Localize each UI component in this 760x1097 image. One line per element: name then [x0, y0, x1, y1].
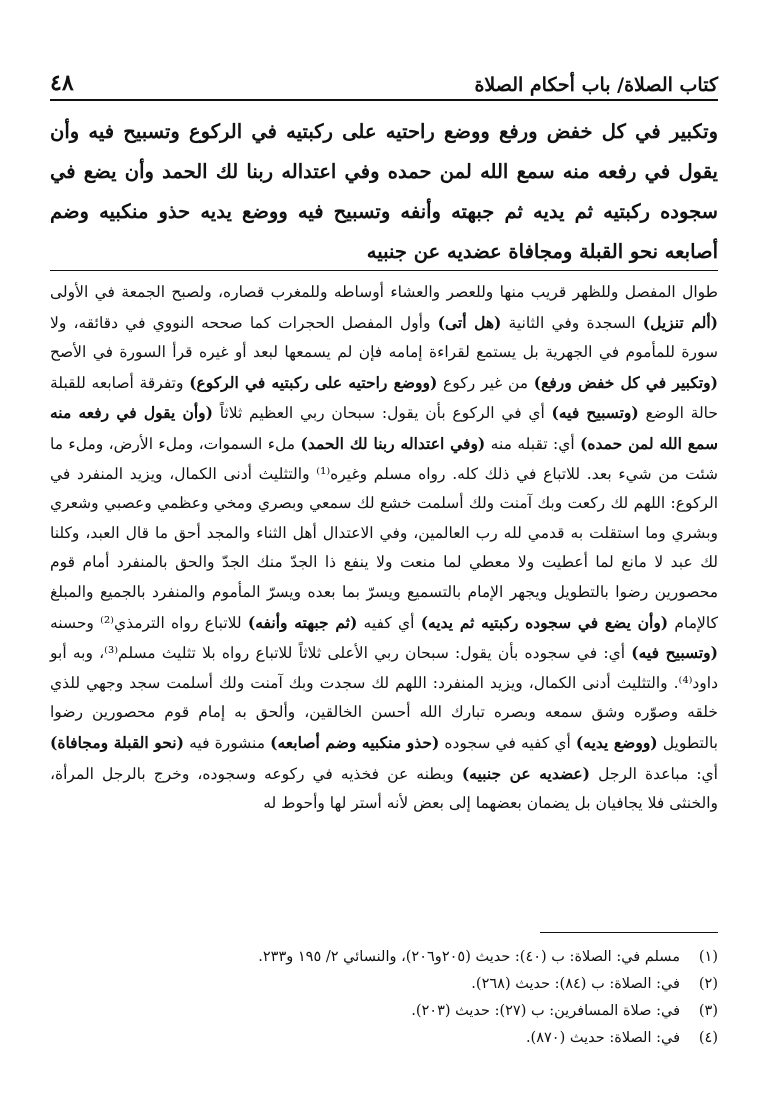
footnote-number: (١): [698, 949, 718, 965]
quoted-main-text: (ووضع راحتيه على ركبتيه في الركوع): [189, 372, 438, 392]
footnote-text: في: الصلاة: حديث (٨٧٠).: [525, 1030, 680, 1046]
page-number: ٤٨: [50, 70, 74, 96]
quoted-main-text: (نحو القبلة ومجافاة): [50, 732, 184, 752]
quoted-main-text: (وتكبير في كل خفض ورفع): [533, 372, 718, 392]
footnote: [50, 998, 718, 1025]
header-divider: [50, 99, 718, 101]
commentary-run: منشورة فيه: [183, 733, 271, 752]
quoted-main-text: (هل أتى): [437, 312, 502, 332]
footnote-number: (٣): [698, 1003, 718, 1019]
running-head: كتاب الصلاة/ باب أحكام الصلاة: [474, 74, 718, 96]
footnote-number: (٤): [698, 1030, 718, 1046]
footnote: [50, 971, 718, 998]
quoted-main-text: (ألم تنزيل): [642, 312, 718, 332]
commentary-run: أي: تقبله منه: [485, 434, 581, 453]
quoted-main-text: (وتسبيح فيه): [631, 643, 718, 663]
footnote-number: (٢): [698, 976, 718, 992]
quoted-main-text: (وأن يقول في رفعه منه سمع الله لمن حمده): [50, 403, 718, 453]
quoted-main-text: (حذو منكبيه وضم أصابعه): [270, 732, 440, 752]
footnote: [50, 1025, 718, 1052]
quoted-main-text: (ووضع يديه): [575, 732, 658, 752]
commentary-run: أي كفيه في سجوده: [439, 733, 576, 752]
quoted-main-text: (وفي اعتداله ربنا لك الحمد): [300, 433, 486, 453]
page-header: [50, 62, 718, 96]
footnote-divider: [540, 932, 718, 933]
commentary-run: وبطنه عن فخذيه في ركوعه وسجوده، وخرج بالرجل المرأة، والخنثى فلا يجافيان بل يضمان بعضهما إلى بعض لأنه أستر لها وأحوط له: [50, 764, 718, 813]
commentary-run: وتفرقة أصابعه للقبلة حالة الوضع: [50, 373, 718, 423]
commentary-run: أي كفيه: [357, 613, 421, 632]
commentary-run: أي في الركوع بأن يقول: سبحان ربي العظيم ثلاثاً: [212, 404, 552, 423]
quoted-main-text: (وتسبيح فيه): [551, 403, 639, 423]
commentary-run: ملء السموات، وملء الأرض، وملء ما شئت من شيء بعد. للاتباع في ذلك كله. رواه مسلم وغيره⁽¹⁾ والتثليث أدنى الكمال، ويزيد المنفرد في الركوع: اللهم لك ركعت وبك آمنت ولك أسلمت خشع لك سمعي وبصري ومخي وعظمي وعصبي وشعري وبشري وما استقلت به قدمي لله رب العالمين، وفي الاعتدال أهل الثناء والمجد أحق ما قال العبد، وكلنا لك عبد لا مانع لما أعطيت ولا معطي لما منعت ولا ينفع ذا الجدّ منك الجدّ والحق بالمنفرد أمام قوم محصورين رضوا بالتطويل ويجهر الإمام بالتسميع ويسرّ بما بعده ويسرّ المأموم والمنفرد بالجميع والمبلغ كالإمام: [50, 434, 718, 632]
main-text: وتكبير في كل خفض ورفع ووضع راحتيه على ركبتيه في الركوع وتسبيح فيه وأن يقول في رفعه منه سمع الله لمن حمده وفي اعتداله ربنا لك الحمد وأن يضع في سجوده ركبتيه ثم يديه ثم جبهته وأنفه وتسبيح فيه ووضع يديه حذو منكبيه وضم أصابعه نحو القبلة ومجافاة عضديه عن جنبيه: [50, 120, 718, 263]
footnote-text: في: الصلاة: ب (٨٤): حديث (٢٦٨).: [471, 976, 680, 992]
footnotes: [50, 944, 718, 1052]
quoted-main-text: (عضديه عن جنبيه): [461, 763, 591, 783]
main-text-divider: [50, 270, 718, 271]
commentary-run: أي: مباعدة الرجل: [590, 764, 718, 783]
footnote: [50, 944, 718, 971]
footnote-text: مسلم في: الصلاة: ب (٤٠): حديث (٢٠٥و٢٠٦)، والنسائي ٢/ ١٩٥ و٢٣٣.: [258, 949, 680, 965]
commentary-run: السجدة وفي الثانية: [501, 313, 643, 332]
commentary-run: وأول المفصل الحجرات كما صححه النووي في دقائقه، ولا سورة للمأموم في الجهرية بل يستمع لقراءة إمامه فإن لم يسمعها لبعد أو غيره قرأ السورة في الأصح: [50, 313, 718, 362]
footnote-text: في: صلاة المسافرين: ب (٢٧): حديث (٢٠٣).: [411, 1003, 680, 1019]
quoted-main-text: (ثم جبهته وأنفه): [247, 612, 358, 632]
commentary-text: [50, 278, 718, 819]
commentary-run: طوال المفصل وللظهر قريب منها وللعصر والعشاء أوساطه وللمغرب قصاره، ولصبح الجمعة في الأولى: [50, 283, 718, 301]
commentary-run: للاتباع رواه الترمذي⁽²⁾ وحسنه: [50, 613, 248, 632]
quoted-main-text: (وأن يضع في سجوده ركبتيه ثم يديه): [420, 612, 669, 632]
commentary-run: من غير ركوع: [437, 373, 534, 392]
commentary-run: أي: في سجوده بأن يقول: سبحان ربي الأعلى ثلاثاً للاتباع رواه بلا تثليث مسلم⁽³⁾، وبه أبو داود⁽⁴⁾. والتثليث أدنى الكمال، ويزيد المنفرد: اللهم لك سجدت وبك آمنت ولك أسلمت سجد وجهي للذي خلقه وصوّره وشق سمعه وبصره تبارك الله أحسن الخالقين، وألحق به إمام قوم محصورين رضوا بالتطويل: [50, 644, 718, 752]
